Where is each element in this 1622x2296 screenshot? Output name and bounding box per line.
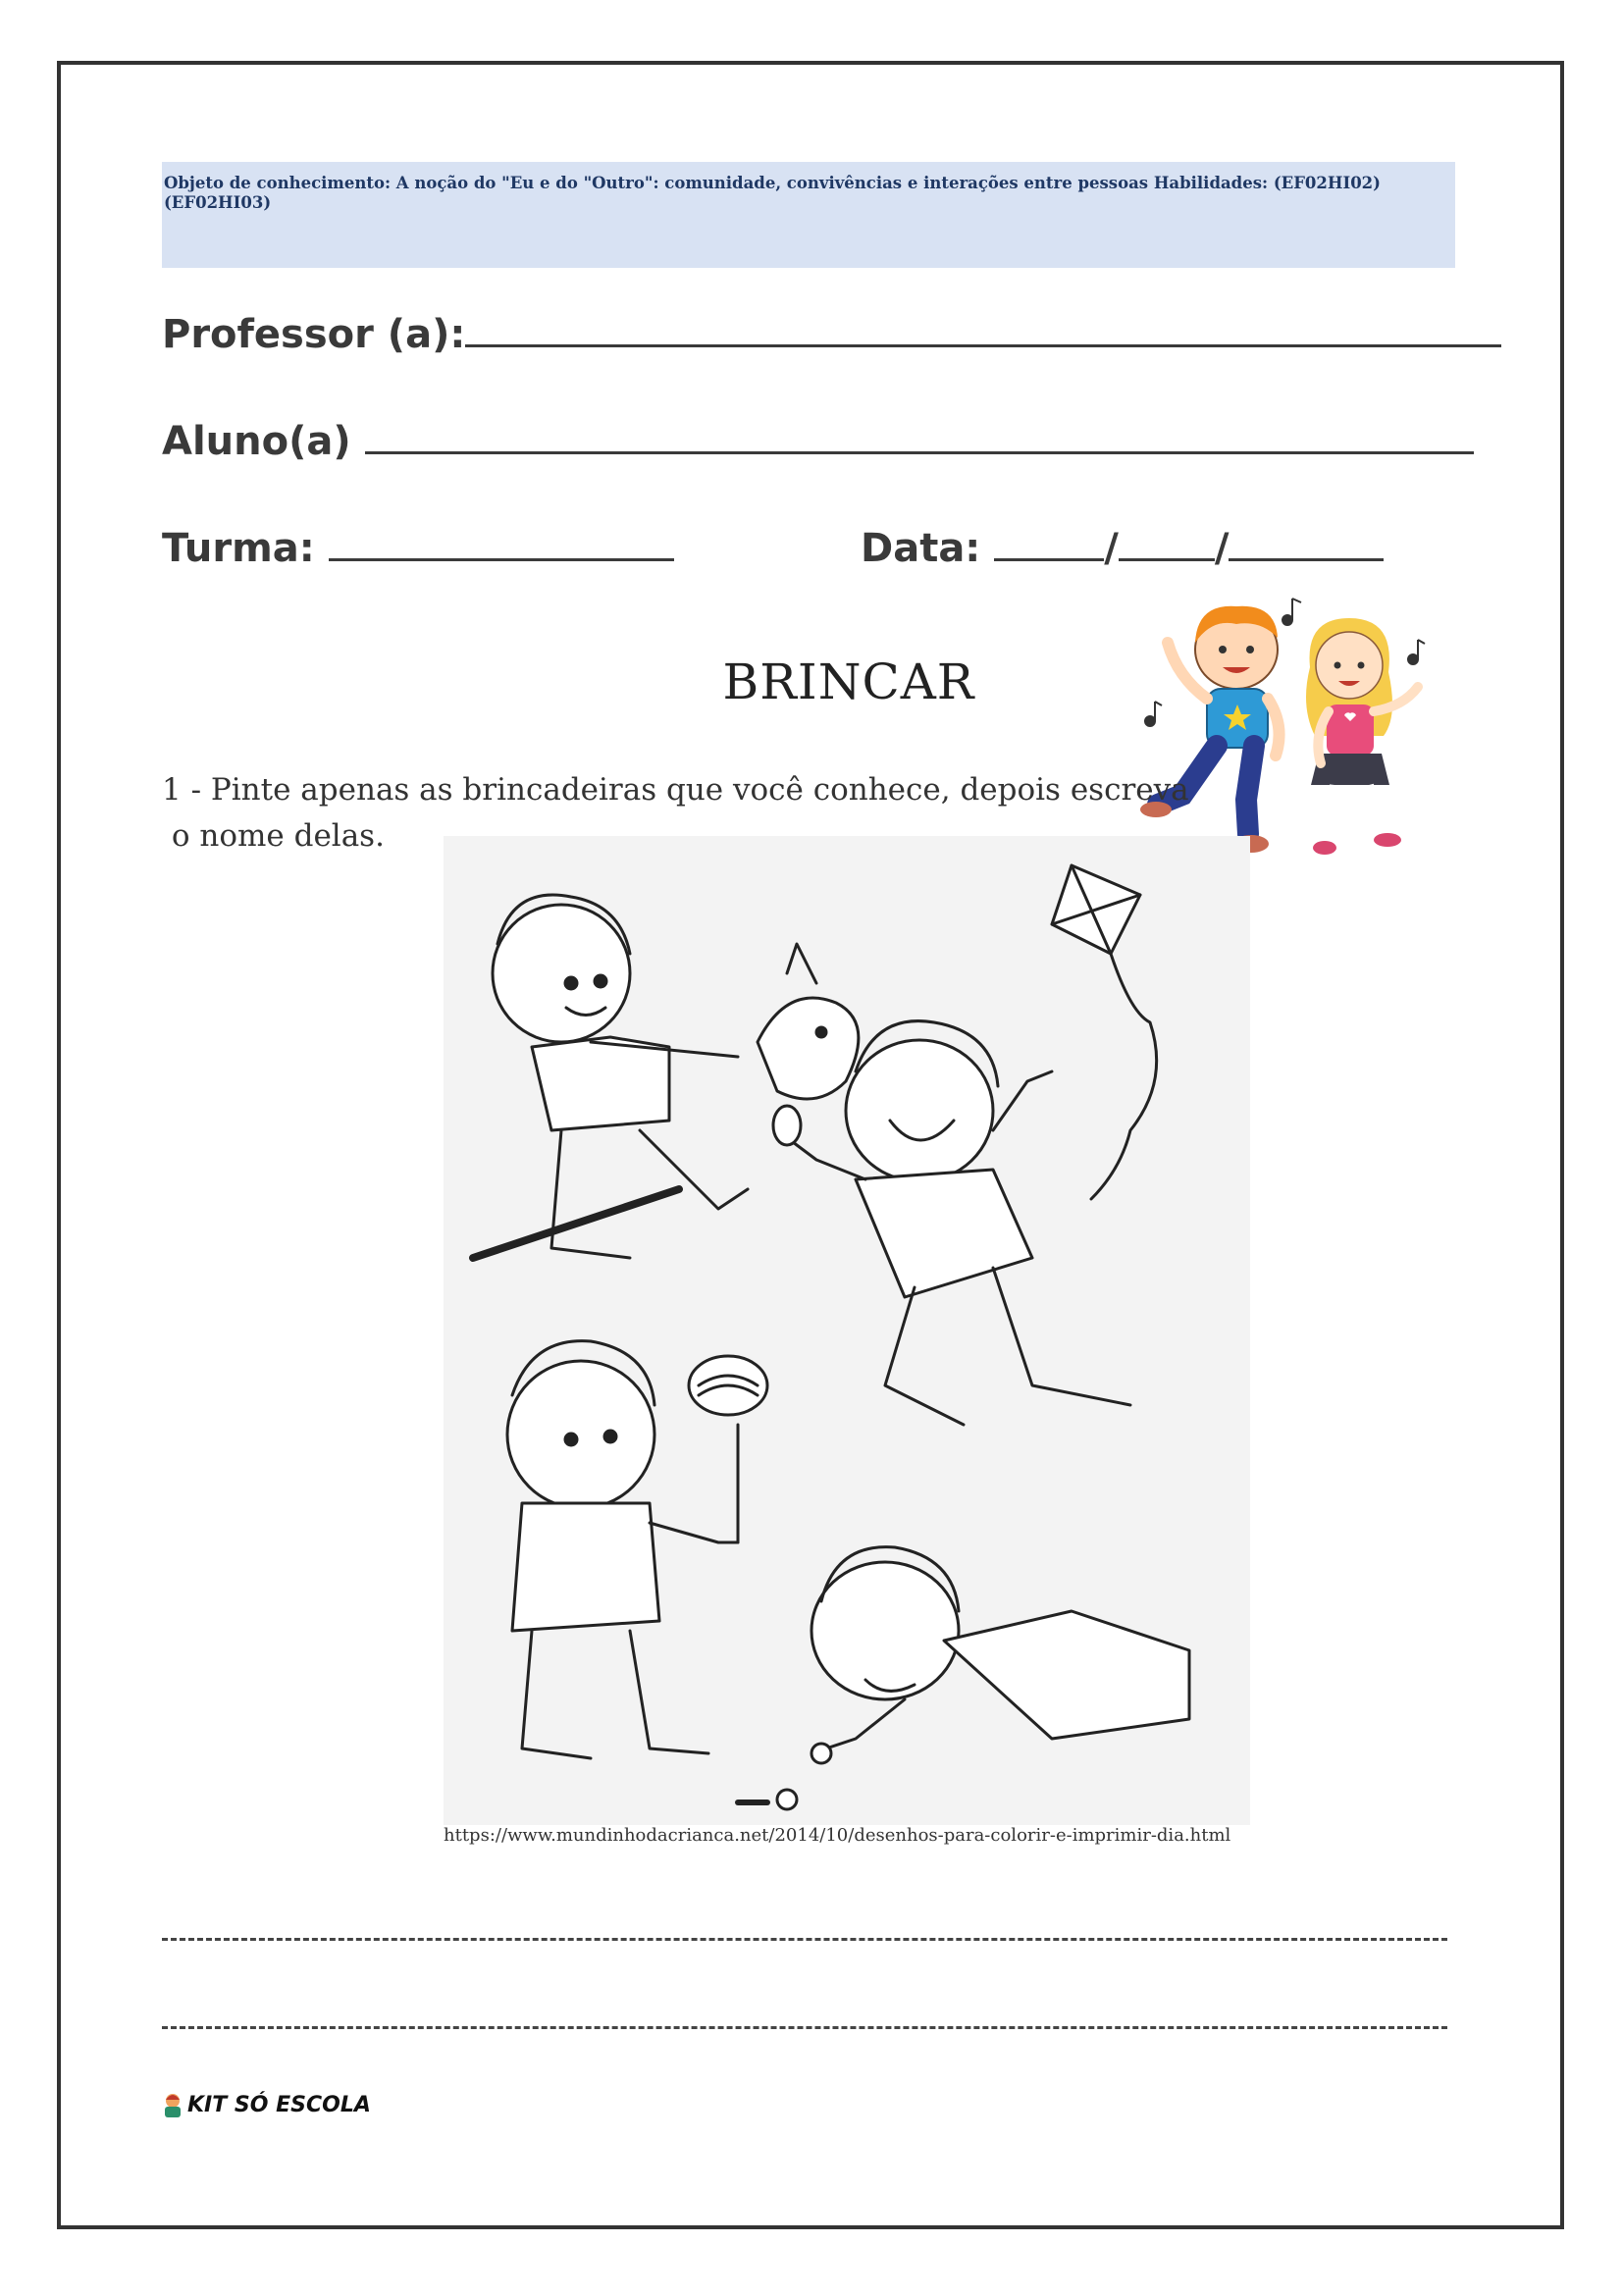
girl-figure bbox=[1306, 618, 1418, 855]
yo-yo-kid bbox=[507, 1341, 767, 1758]
professor-input-line[interactable] bbox=[465, 315, 1501, 347]
professor-label: Professor (a): bbox=[162, 312, 466, 357]
instruction-line-2: o nome delas. bbox=[162, 818, 385, 854]
children-playing-drawing bbox=[444, 836, 1250, 1825]
brand-text: KIT SÓ ESCOLA bbox=[187, 2092, 371, 2117]
knowledge-object-text: Objeto de conhecimento: A noção do "Eu e do "Outro": comunidade, convivências e interações entre pessoas Habilidades: (EF02HI02) (EF02HI03) bbox=[164, 174, 1381, 212]
date-month-line[interactable] bbox=[1119, 529, 1215, 561]
date-day-line[interactable] bbox=[994, 529, 1104, 561]
turma-label: Turma: bbox=[162, 526, 315, 571]
aluno-input-line[interactable] bbox=[365, 422, 1474, 454]
date-separator: / bbox=[1104, 526, 1119, 571]
professor-field bbox=[162, 312, 1501, 357]
kid-logo-icon bbox=[162, 2092, 183, 2117]
data-field bbox=[861, 526, 1384, 571]
date-separator: / bbox=[1214, 526, 1230, 571]
knowledge-object-banner bbox=[162, 162, 1455, 268]
instruction-line-1: 1 - Pinte apenas as brincadeiras que você conhece, depois escreva bbox=[162, 772, 1189, 808]
date-year-line[interactable] bbox=[1229, 529, 1384, 561]
turma-input-line[interactable] bbox=[329, 529, 674, 561]
answer-line-1[interactable] bbox=[162, 1938, 1447, 1941]
answer-line-2[interactable] bbox=[162, 2026, 1447, 2029]
image-credit: https://www.mundinhodacrianca.net/2014/10/desenhos-para-colorir-e-imprimir-dia.html bbox=[444, 1825, 1231, 1846]
brand-logo bbox=[162, 2092, 371, 2117]
hobby-horse-kid bbox=[473, 895, 859, 1258]
turma-field bbox=[162, 526, 674, 571]
kite-icon bbox=[1052, 865, 1157, 1199]
aluno-field bbox=[162, 419, 1474, 464]
marbles-kid bbox=[738, 1547, 1189, 1809]
coloring-illustration[interactable] bbox=[444, 836, 1250, 1825]
aluno-label: Aluno(a) bbox=[162, 419, 351, 464]
page-title: BRINCAR bbox=[722, 653, 975, 710]
data-label: Data: bbox=[861, 526, 981, 571]
